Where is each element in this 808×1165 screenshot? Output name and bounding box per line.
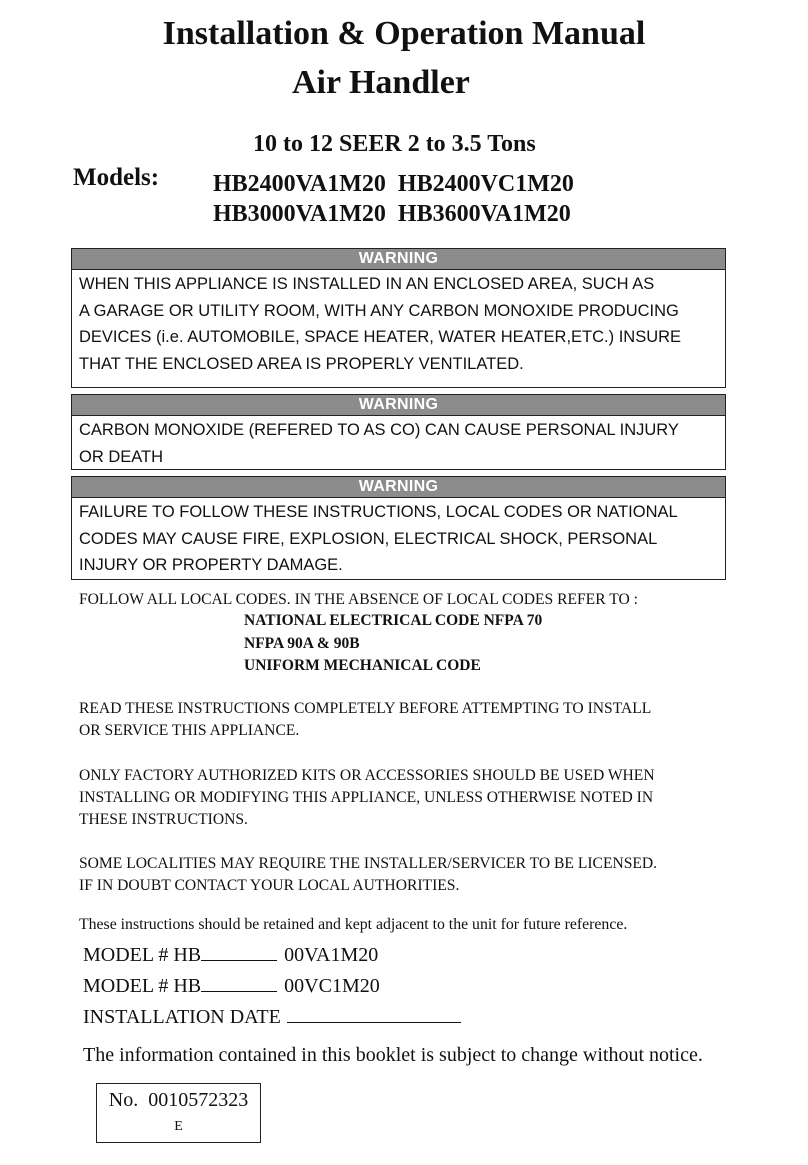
warning-box-carbon-monoxide	[71, 394, 726, 470]
warning-line: WHEN THIS APPLIANCE IS INSTALLED IN AN ENCLOSED AREA, SUCH AS	[79, 275, 655, 293]
warning-heading: WARNING	[72, 249, 725, 270]
installation-date-field	[83, 1004, 461, 1030]
model-list-row-2: HB3000VA1M20 HB3600VA1M20	[213, 201, 571, 227]
document-title: Installation & Operation Manual	[162, 15, 646, 52]
factory-kits-paragraph: ONLY FACTORY AUTHORIZED KITS OR ACCESSORIES SHOULD BE USED WHEN INSTALLING OR MODIFYING THIS APPLIANCE, UNLESS OTHERWISE NOTED IN THESE INSTRUCTIONS.	[79, 767, 655, 828]
warning-line: CODES MAY CAUSE FIRE, EXPLOSION, ELECTRICAL SHOCK, PERSONAL	[79, 529, 658, 548]
document-revision: E	[174, 1119, 183, 1134]
licensing-paragraph: SOME LOCALITIES MAY REQUIRE THE INSTALLER/SERVICER TO BE LICENSED. IF IN DOUBT CONTACT YOUR LOCAL AUTHORITIES.	[79, 855, 658, 894]
warning-text	[72, 270, 725, 379]
model-blank-line	[201, 942, 277, 961]
document-number: No. 0010572323	[108, 1089, 249, 1111]
model-field-suffix: 00VC1M20	[284, 975, 380, 997]
codes-intro: FOLLOW ALL LOCAL CODES. IN THE ABSENCE OF LOCAL CODES REFER TO :	[79, 591, 638, 608]
model-field-label: MODEL # HB	[83, 975, 202, 997]
code-item: NFPA 90A & 90B	[244, 634, 360, 652]
models-label: Models:	[73, 164, 160, 191]
model-blank-line	[201, 973, 277, 992]
warning-box-ventilation	[71, 248, 726, 388]
document-number-box	[96, 1083, 261, 1143]
warning-text	[72, 498, 725, 581]
installation-date-label: INSTALLATION DATE	[83, 1006, 281, 1028]
model-field-va	[83, 942, 378, 968]
retain-instructions-note: These instructions should be retained and kept adjacent to the unit for future reference.	[79, 916, 628, 933]
code-list	[244, 610, 542, 678]
read-instructions-paragraph: READ THESE INSTRUCTIONS COMPLETELY BEFORE ATTEMPTING TO INSTALL OR SERVICE THIS APPLIANCE.	[79, 700, 652, 739]
rating-line: 10 to 12 SEER 2 to 3.5 Tons	[253, 131, 536, 157]
model-field-vc	[83, 973, 380, 999]
code-item: UNIFORM MECHANICAL CODE	[244, 657, 481, 674]
warning-text	[72, 416, 725, 472]
model-field-label: MODEL # HB	[83, 944, 202, 966]
model-list-row-1: HB2400VA1M20 HB2400VC1M20	[213, 171, 574, 197]
warning-line: FAILURE TO FOLLOW THESE INSTRUCTIONS, LOCAL CODES OR NATIONAL	[79, 503, 678, 521]
warning-box-failure-to-follow	[71, 476, 726, 580]
warning-line: A GARAGE OR UTILITY ROOM, WITH ANY CARBON MONOXIDE PRODUCING	[79, 301, 679, 320]
document-subtitle: Air Handler	[292, 64, 470, 101]
change-notice: The information contained in this booklet is subject to change without notice.	[83, 1044, 703, 1066]
warning-line: CARBON MONOXIDE (REFERED TO AS CO) CAN CAUSE PERSONAL INJURY	[79, 421, 679, 439]
code-item: NATIONAL ELECTRICAL CODE NFPA 70	[244, 612, 543, 629]
warning-line: DEVICES (i.e. AUTOMOBILE, SPACE HEATER, WATER HEATER,ETC.) INSURE	[79, 328, 682, 346]
installation-date-blank-line	[287, 1004, 461, 1023]
warning-line: INJURY OR PROPERTY DAMAGE.	[79, 556, 343, 574]
warning-line: OR DEATH	[79, 447, 164, 466]
warning-heading: WARNING	[72, 395, 725, 416]
warning-heading: WARNING	[72, 477, 725, 498]
model-field-suffix: 00VA1M20	[284, 944, 379, 966]
warning-line: THAT THE ENCLOSED AREA IS PROPERLY VENTILATED.	[79, 354, 524, 373]
